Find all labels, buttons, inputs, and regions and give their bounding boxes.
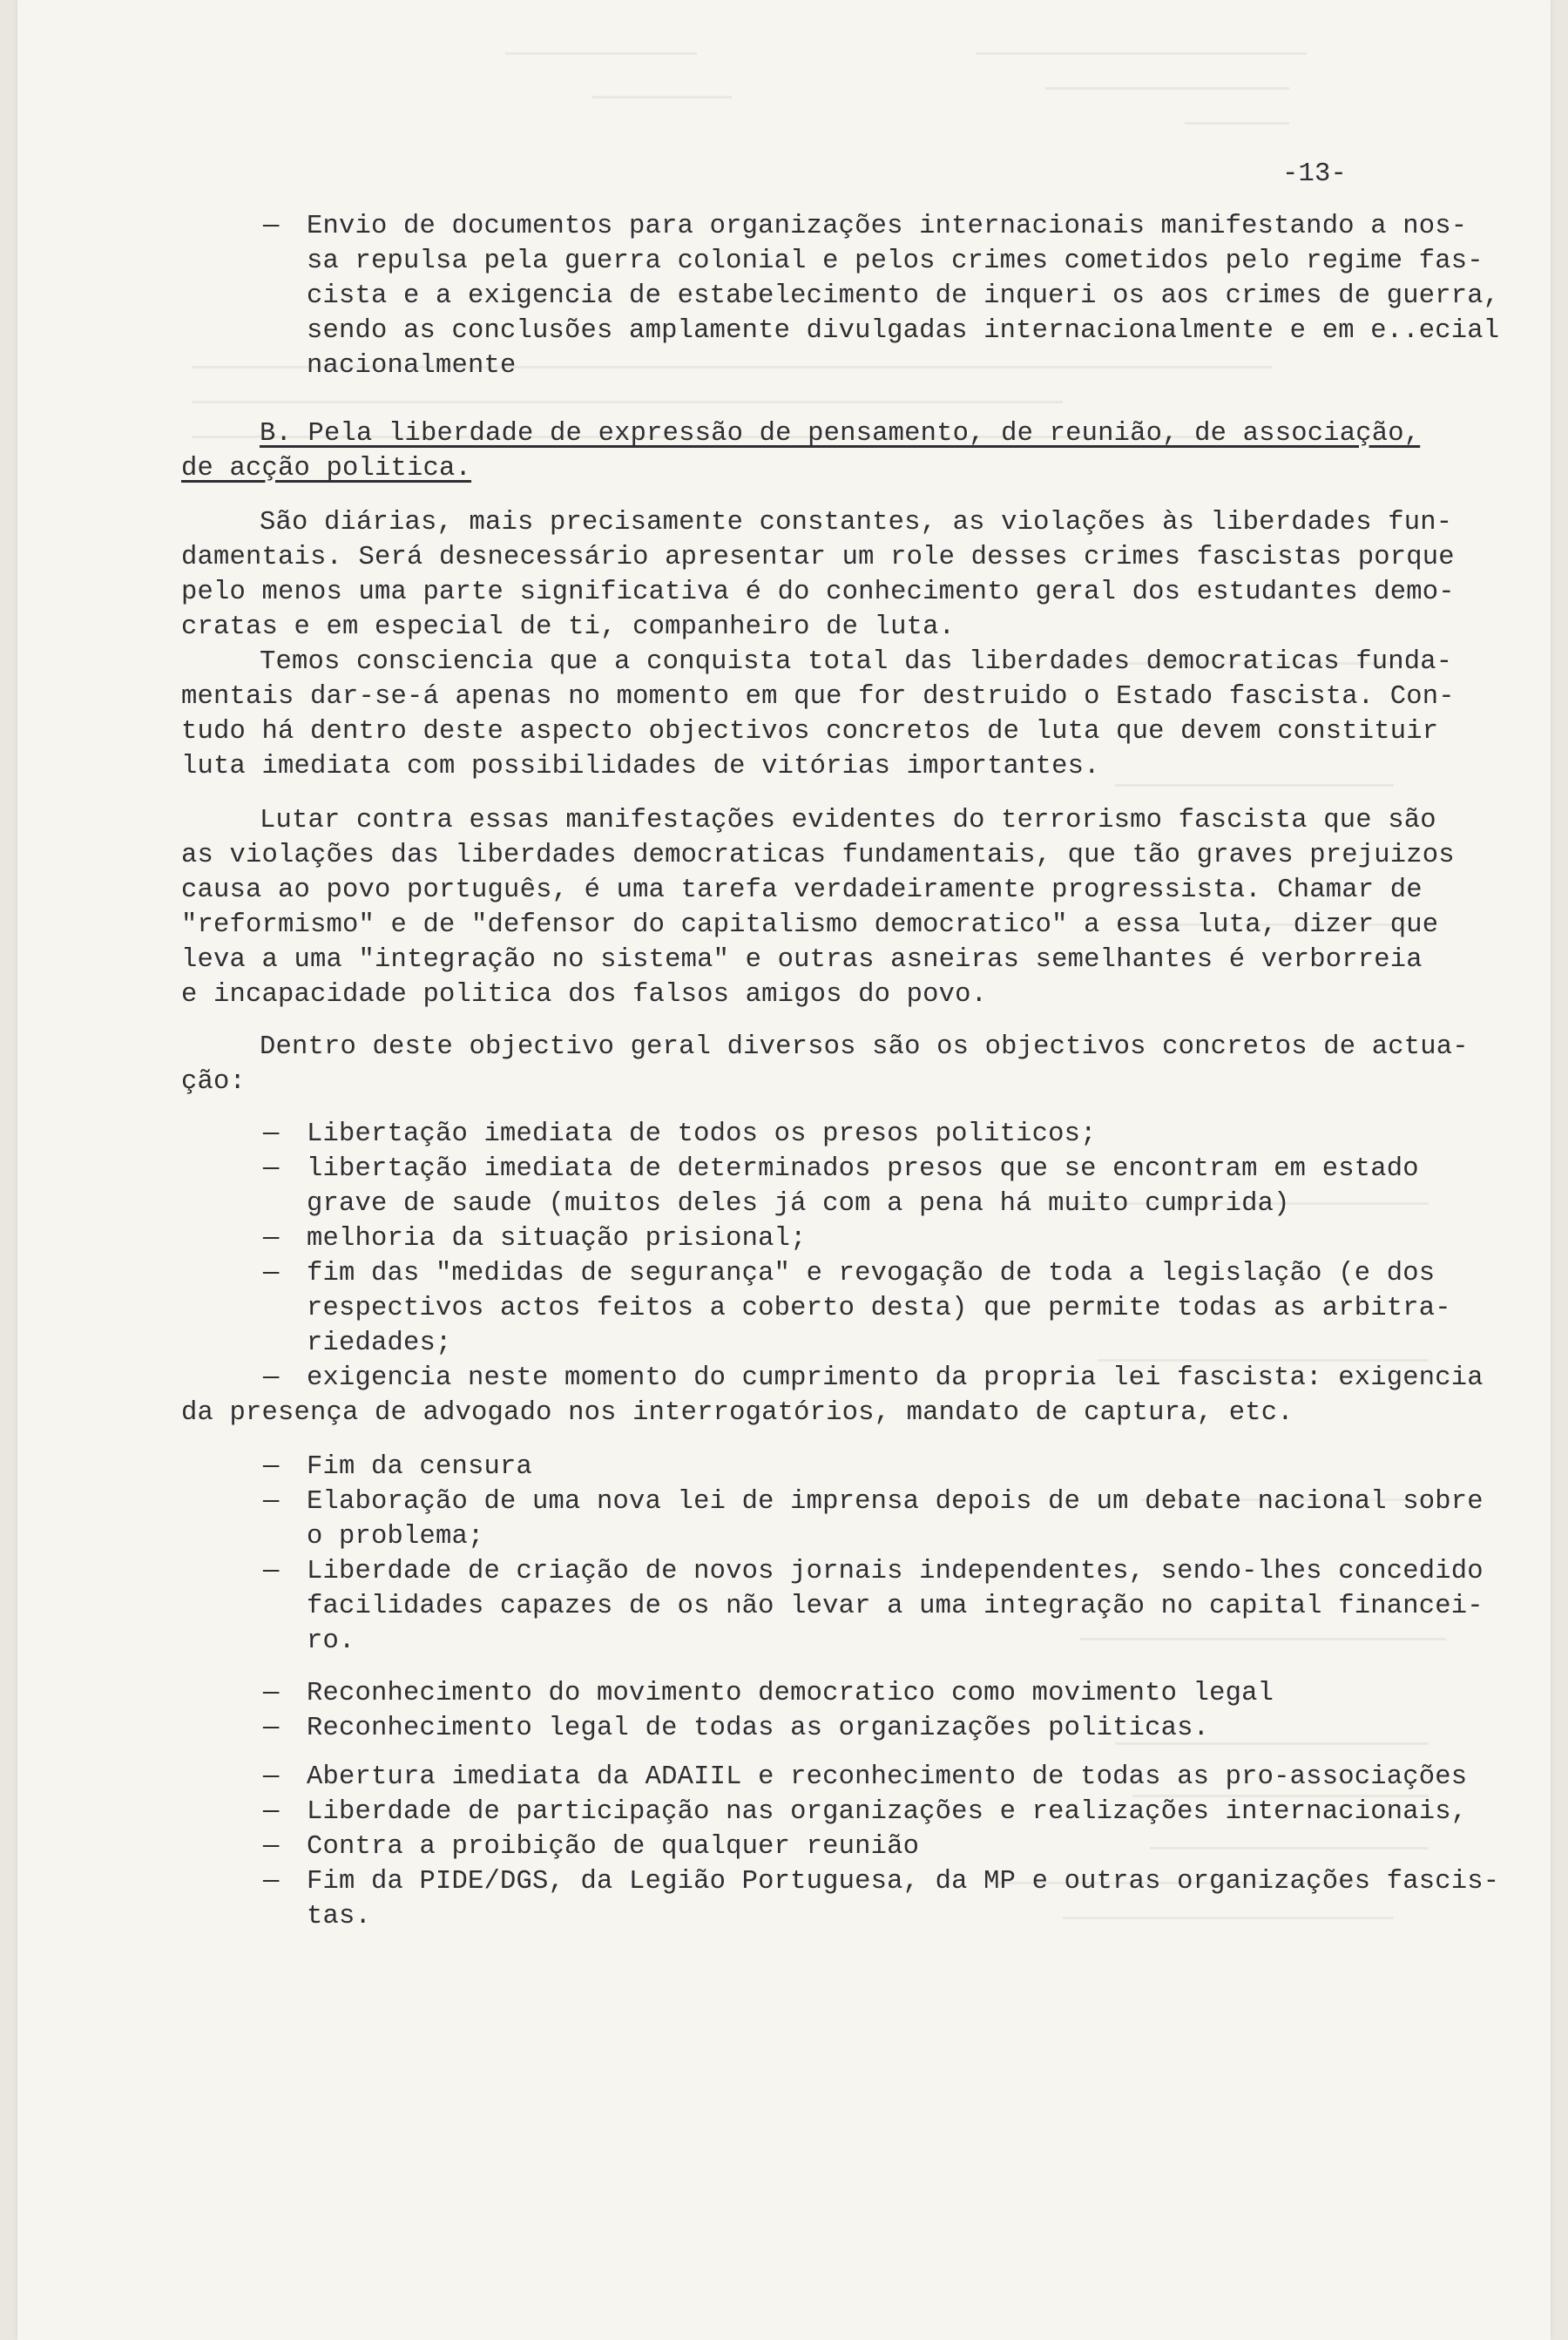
list-dash-marker: — [263, 1679, 280, 1708]
paragraph-line: leva a uma "integração no sistema" e outras asneiras semelhantes é verborreia [181, 945, 1423, 975]
list-item-line: Reconhecimento do movimento democratico como movimento legal [307, 1679, 1274, 1708]
list-item-line: Liberdade de participação nas organizações e realizações internacionais, [307, 1797, 1468, 1827]
intro-item-line: Envio de documentos para organizações internacionais manifestando a nos- [307, 212, 1468, 241]
list-item-line: Libertação imediata de todos os presos politicos; [307, 1119, 1097, 1149]
show-through-mark [976, 52, 1307, 55]
list-item-line: libertação imediata de determinados presos que se encontram em estado [307, 1154, 1419, 1184]
list-item-line: respectivos actos feitos a coberto desta) que permite todas as arbitra- [307, 1294, 1451, 1323]
list-item-line: o problema; [307, 1522, 484, 1552]
list-dash-marker: — [263, 212, 280, 241]
list-dash-marker: — [263, 1557, 280, 1586]
paragraph-line: tudo há dentro deste aspecto objectivos concretos de luta que devem constituir [181, 717, 1439, 747]
show-through-mark [505, 52, 697, 55]
section-heading-line: B. Pela liberdade de expressão de pensamento, de reunião, de associação, [260, 419, 1421, 449]
list-item-line: Elaboração de uma nova lei de imprensa depois de um debate nacional sobre [307, 1487, 1484, 1517]
list-item-line: Fim da PIDE/DGS, da Legião Portuguesa, da MP e outras organizações fascis- [307, 1867, 1500, 1897]
list-item-line: ro. [307, 1627, 355, 1656]
list-item-line: riedades; [307, 1329, 452, 1358]
list-dash-marker: — [263, 1797, 280, 1827]
list-item-line: Abertura imediata da ADAIIL e reconhecimento de todas as pro-associações [307, 1762, 1468, 1792]
show-through-mark [1045, 87, 1289, 90]
list-item-line: fim das "medidas de segurança" e revogação de toda a legislação (e dos [307, 1259, 1436, 1288]
paragraph-line: luta imediata com possibilidades de vitórias importantes. [181, 752, 1100, 781]
paragraph-line: Temos consciencia que a conquista total das liberdades democraticas funda- [260, 647, 1453, 677]
list-item-line: Fim da censura [307, 1452, 533, 1482]
list-item-line: Reconhecimento legal de todas as organizações politicas. [307, 1714, 1210, 1743]
list-dash-marker: — [263, 1259, 280, 1288]
list-item-line: da presença de advogado nos interrogatórios, mandato de captura, etc. [181, 1398, 1294, 1428]
paragraph-line: causa ao povo português, é uma tarefa verdadeiramente progressista. Chamar de [181, 876, 1423, 905]
list-dash-marker: — [263, 1714, 280, 1743]
paragraph-line: ção: [181, 1067, 247, 1097]
paragraph-line: e incapacidade politica dos falsos amigos do povo. [181, 980, 988, 1010]
list-item-line: melhoria da situação prisional; [307, 1224, 807, 1254]
paragraph-line: cratas e em especial de ti, companheiro de luta. [181, 612, 956, 642]
paragraph-line: as violações das liberdades democraticas fundamentais, que tão graves prejuizos [181, 841, 1455, 870]
section-heading-line: de acção politica. [181, 454, 472, 484]
list-item-line: grave de saude (muitos deles já com a pena há muito cumprida) [307, 1189, 1290, 1219]
list-dash-marker: — [263, 1487, 280, 1517]
show-through-mark [592, 96, 732, 98]
show-through-mark [1080, 1638, 1446, 1640]
intro-item-line: cista e a exigencia de estabelecimento de inqueri os aos crimes de guerra, [307, 281, 1500, 311]
paragraph-line: Dentro deste objectivo geral diversos são os objectivos concretos de actua- [260, 1032, 1469, 1062]
document-page [17, 0, 1551, 2340]
show-through-mark [1115, 784, 1394, 787]
list-item-line: Contra a proibição de qualquer reunião [307, 1832, 920, 1862]
show-through-mark [1063, 1917, 1394, 1919]
intro-item-line: sa repulsa pela guerra colonial e pelos crimes cometidos pelo regime fas- [307, 247, 1484, 276]
paragraph-line: Lutar contra essas manifestações evidentes do terrorismo fascista que são [260, 806, 1436, 835]
list-item-line: exigencia neste momento do cumprimento da propria lei fascista: exigencia [307, 1363, 1484, 1393]
paragraph-line: São diárias, mais precisamente constantes, as violações às liberdades fun- [260, 508, 1453, 538]
page-number: -13- [1282, 159, 1348, 189]
paragraph-line: damentais. Será desnecessário apresentar um role desses crimes fascistas porque [181, 543, 1455, 572]
intro-item-line: sendo as conclusões amplamente divulgadas internacionalmente e em e..ecial [307, 316, 1500, 346]
show-through-mark [1185, 122, 1289, 125]
intro-item-line: nacionalmente [307, 351, 517, 381]
list-dash-marker: — [263, 1867, 280, 1897]
show-through-mark [1150, 1847, 1429, 1850]
paragraph-line: pelo menos uma parte significativa é do conhecimento geral dos estudantes demo- [181, 578, 1455, 607]
list-dash-marker: — [263, 1363, 280, 1393]
list-dash-marker: — [263, 1119, 280, 1149]
list-dash-marker: — [263, 1154, 280, 1184]
list-dash-marker: — [263, 1832, 280, 1862]
paragraph-line: "reformismo" e de "defensor do capitalismo democratico" a essa luta, dizer que [181, 910, 1439, 940]
list-dash-marker: — [263, 1452, 280, 1482]
list-dash-marker: — [263, 1224, 280, 1254]
paragraph-line: mentais dar-se-á apenas no momento em que for destruido o Estado fascista. Con- [181, 682, 1455, 712]
show-through-mark [192, 401, 1063, 403]
list-item-line: Liberdade de criação de novos jornais independentes, sendo-lhes concedido [307, 1557, 1484, 1586]
list-item-line: facilidades capazes de os não levar a uma integração no capital financei- [307, 1592, 1484, 1621]
list-dash-marker: — [263, 1762, 280, 1792]
list-item-line: tas. [307, 1902, 372, 1931]
